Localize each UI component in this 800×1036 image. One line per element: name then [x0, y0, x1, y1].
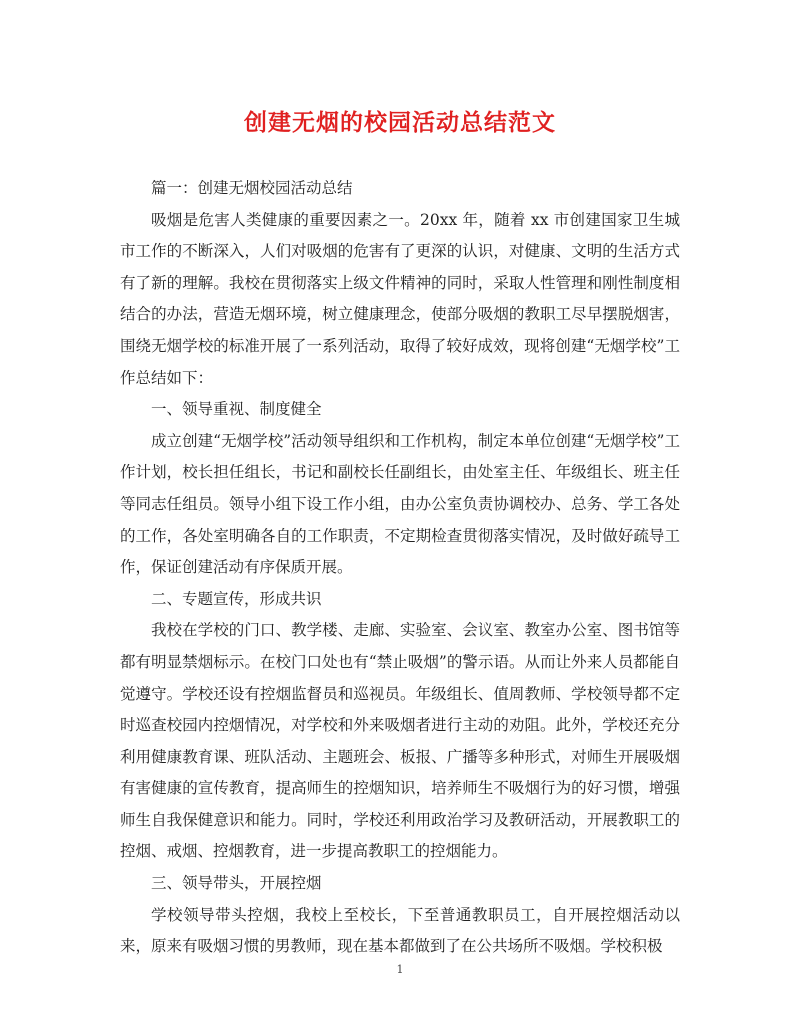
document-title: 创建无烟的校园活动总结范文: [244, 109, 556, 136]
paragraph-section-2: 我校在学校的门口、教学楼、走廊、实验室、会议室、教室办公室、图书馆等都有明显禁烟标示。在校门口处也有“禁止吸烟”的警示语。从而让外来人员都能自觉遵守。学校还设有控烟监督员和巡视员。年级组长、值周教师、学校领导都不定时巡查校园内控烟情况，对学校和外来吸烟者进行主动的劝阻。此外，学校还充分利用健康教育课、班队活动、主题班会、板报、广播等多种形式，对师生开展吸烟有害健康的宣传教育，提高师生的控烟知识，培养师生不吸烟行为的好习惯，增强师生自我保健意识和能力。同时，学校还利用政治学习及教研活动，开展教职工的控烟、戒烟、控烟教育，进一步提高教职工的控烟能力。: [120, 621, 680, 861]
section-heading-article-1: 篇一：创建无烟校园活动总结: [151, 179, 353, 197]
document-body: [120, 173, 680, 963]
section-heading-2: 二、专题宣传，形成共识: [151, 589, 322, 608]
section-heading-3: 三、领导带头，开展控烟: [151, 874, 322, 893]
paragraph-section-3: 学校领导带头控烟，我校上至校长，下至普通教职员工，自开展控烟活动以来，原来有吸烟习惯的男教师，现在基本都做到了在公共场所不吸烟。学校积极: [120, 905, 680, 956]
page-number: 1: [396, 963, 404, 976]
paragraph-section-1: 成立创建“无烟学校”活动领导组织和工作机构，制定本单位创建“无烟学校”工作计划，校长担任组长，书记和副校长任副组长，由处室主任、年级组长、班主任等同志任组员。领导小组下设工作小组，由办公室负责协调校办、总务、学工各处的工作，各处室明确各自的工作职责，不定期检查贯彻落实情况，及时做好疏导工作，保证创建活动有序保质开展。: [120, 431, 680, 577]
paragraph-intro: 吸烟是危害人类健康的重要因素之一。20xx 年，随着 xx 市创建国家卫生城市工作的不断深入，人们对吸烟的危害有了更深的认识，对健康、文明的生活方式有了新的理解。我校在贯彻落实上级文件精神的同时，采取人性管理和刚性制度相结合的办法，营造无烟环境，树立健康理念，使部分吸烟的教职工尽早摆脱烟害，围绕无烟学校的标准开展了一系列活动，取得了较好成效，现将创建“无烟学校”工作总结如下：: [120, 210, 680, 387]
section-heading-1: 一、领导重视、制度健全: [151, 400, 322, 419]
